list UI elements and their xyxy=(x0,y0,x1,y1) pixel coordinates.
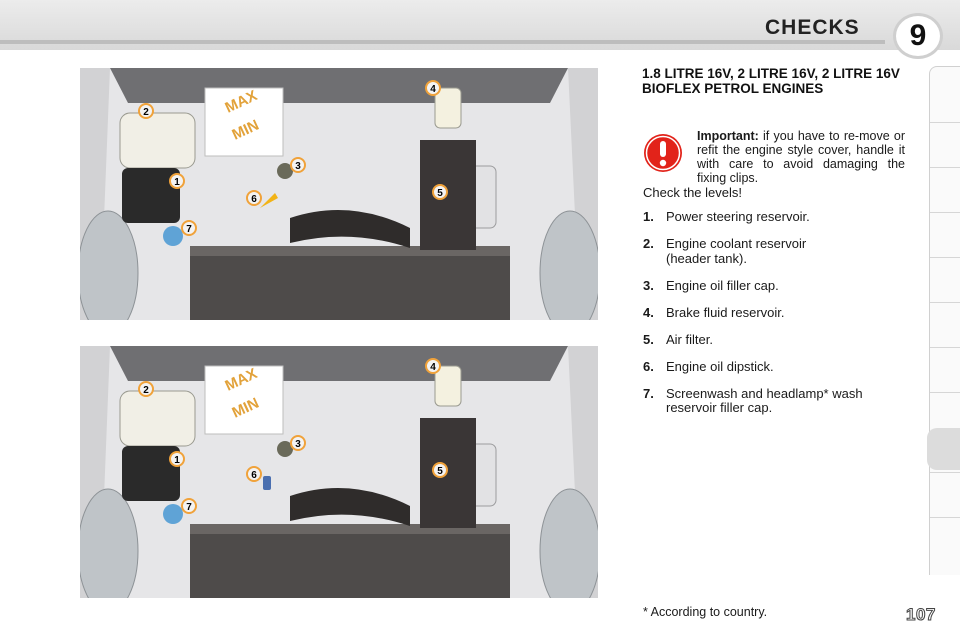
item-text: Screenwash and headlamp* wash reservoir filler cap. xyxy=(666,385,863,415)
chapter-number-badge: 9 xyxy=(893,13,943,59)
item-number: 3. xyxy=(643,277,654,293)
list-item xyxy=(643,237,923,266)
item-text: Engine coolant reservoir (header tank). xyxy=(666,236,807,266)
svg-text:2: 2 xyxy=(143,107,149,118)
tab-divider xyxy=(930,392,960,393)
item-text: Air filter. xyxy=(666,331,713,347)
page-number: 107 xyxy=(906,605,936,624)
list-item xyxy=(643,333,923,348)
item-text: Power steering reservoir. xyxy=(666,209,810,224)
max-label: MAX xyxy=(222,365,260,395)
engine-bay-illustration-top xyxy=(80,68,598,320)
chapter-tab-strip xyxy=(929,66,960,575)
svg-text:7: 7 xyxy=(186,502,192,513)
tab-divider xyxy=(930,122,960,123)
item-text: Engine oil filler cap. xyxy=(666,277,779,293)
list-item xyxy=(643,360,923,375)
tab-divider xyxy=(930,302,960,303)
item-number: 5. xyxy=(643,331,654,347)
warning-icon xyxy=(643,133,683,173)
callout-4 xyxy=(426,359,440,373)
callout-5 xyxy=(433,185,447,199)
callout-1 xyxy=(170,452,184,466)
tab-divider xyxy=(930,472,960,473)
callout-7 xyxy=(182,499,196,513)
tab-divider xyxy=(930,257,960,258)
engine-bay-drawing xyxy=(80,346,598,598)
item-number: 7. xyxy=(643,385,654,401)
item-number: 1. xyxy=(643,209,654,224)
callout-4 xyxy=(426,81,440,95)
section-heading: 1.8 LITRE 16V, 2 LITRE 16V, 2 LITRE 16V BIOFLEX PETROL ENGINES xyxy=(642,66,900,96)
intro-text: Check the levels! xyxy=(643,185,742,200)
svg-text:4: 4 xyxy=(430,362,436,373)
list-item xyxy=(643,306,923,321)
callout-2 xyxy=(139,382,153,396)
tab-divider xyxy=(930,517,960,518)
footnote: * According to country. xyxy=(643,605,768,619)
list-item xyxy=(643,279,923,294)
callout-6 xyxy=(247,191,261,205)
min-label: MIN xyxy=(229,394,262,422)
important-label: Important: xyxy=(697,129,759,143)
svg-text:3: 3 xyxy=(295,161,301,172)
svg-text:1: 1 xyxy=(174,455,180,466)
svg-text:4: 4 xyxy=(430,84,436,95)
callout-1 xyxy=(170,174,184,188)
item-text: Engine oil dipstick. xyxy=(666,358,774,374)
item-number: 4. xyxy=(643,304,654,320)
max-label: MAX xyxy=(222,87,260,117)
svg-text:7: 7 xyxy=(186,224,192,235)
svg-text:6: 6 xyxy=(251,470,257,481)
header-rule xyxy=(0,40,885,44)
component-list xyxy=(643,210,923,428)
svg-text:3: 3 xyxy=(295,439,301,450)
svg-text:2: 2 xyxy=(143,385,149,396)
svg-text:5: 5 xyxy=(437,466,443,477)
callout-5 xyxy=(433,463,447,477)
chapter-tab-active[interactable] xyxy=(927,428,960,470)
important-note xyxy=(697,129,905,185)
svg-text:1: 1 xyxy=(174,177,180,188)
engine-bay-drawing xyxy=(80,68,598,320)
engine-bay-illustration-bottom xyxy=(80,346,598,598)
svg-text:5: 5 xyxy=(437,188,443,199)
min-label: MIN xyxy=(229,116,262,144)
callout-3 xyxy=(291,436,305,450)
svg-text:6: 6 xyxy=(251,194,257,205)
list-item xyxy=(643,387,923,416)
callout-7 xyxy=(182,221,196,235)
important-text: if you have to re-move or refit the engine style cover, handle it with care to avoid damaging the fixing clips. xyxy=(697,129,905,185)
item-number: 2. xyxy=(643,236,654,251)
item-text: Brake fluid reservoir. xyxy=(666,304,785,320)
tab-divider xyxy=(930,347,960,348)
tab-divider xyxy=(930,212,960,213)
callout-3 xyxy=(291,158,305,172)
callout-2 xyxy=(139,104,153,118)
list-item xyxy=(643,210,923,225)
chapter-title: CHECKS xyxy=(765,16,860,39)
callout-6 xyxy=(247,467,261,481)
item-number: 6. xyxy=(643,358,654,374)
tab-divider xyxy=(930,167,960,168)
